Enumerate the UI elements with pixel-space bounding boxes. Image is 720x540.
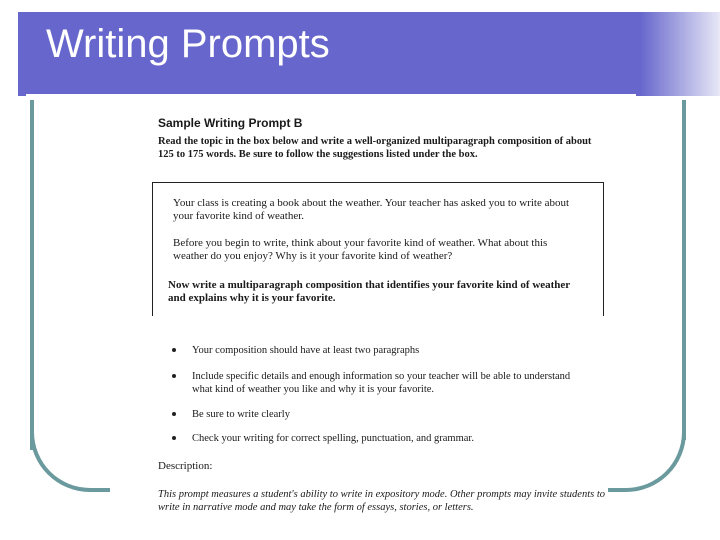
bullet-icon: [172, 436, 176, 440]
suggestion-text: Your composition should have at least two paragraphs: [192, 345, 420, 356]
list-item: [172, 344, 572, 357]
slide-frame-right: [682, 100, 686, 440]
bullet-icon: [172, 348, 176, 352]
list-item: [172, 432, 572, 445]
title-bar-fade: [640, 12, 720, 96]
description-label: Description:: [158, 460, 213, 472]
description-text: This prompt measures a student's ability to write in expository mode. Other prompts may invite students to write in narrative mode and may take the form of essays, stories, or letters.: [158, 489, 606, 513]
list-item: [172, 408, 572, 421]
document-image: [110, 104, 608, 534]
prompt-heading: Sample Writing Prompt B: [158, 116, 303, 130]
slide-frame-left: [30, 100, 34, 450]
suggestion-text: Include specific details and enough information so your teacher will be able to understand what kind of weather you like and why it is your favorite.: [192, 371, 571, 395]
list-item: [172, 370, 572, 396]
suggestion-text: Be sure to write clearly: [192, 409, 290, 420]
topic-box: [152, 182, 604, 316]
bullet-icon: [172, 412, 176, 416]
slide-title: Writing Prompts: [46, 22, 330, 66]
title-underline: [26, 94, 636, 99]
bullet-icon: [172, 374, 176, 378]
topic-paragraph: Before you begin to write, think about your favorite kind of weather. What about this weather do you enjoy? Why is it your favorite kind of weather?: [173, 237, 548, 262]
topic-paragraph: Your class is creating a book about the weather. Your teacher has asked you to write about your favorite kind of weather.: [173, 197, 570, 222]
suggestion-text: Check your writing for correct spelling, punctuation, and grammar.: [192, 433, 474, 444]
prompt-instructions: Read the topic in the box below and write a well-organized multiparagraph composition of about 125 to 175 words. Be sure to follow the suggestions listed under the box.: [158, 136, 592, 160]
topic-paragraph: Now write a multiparagraph composition that identifies your favorite kind of weather and explains why it is your favorite.: [168, 279, 570, 304]
